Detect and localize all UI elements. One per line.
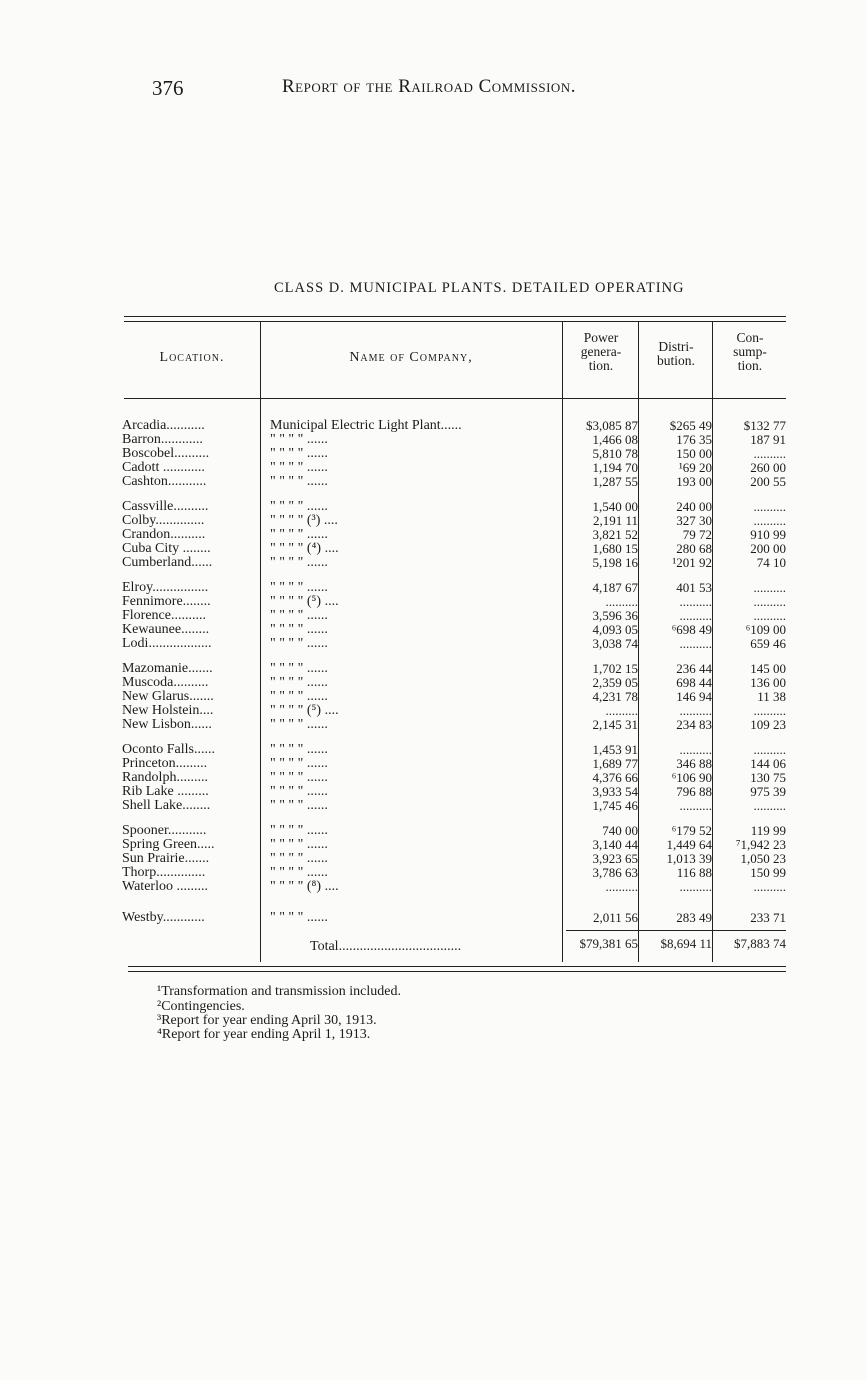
row-distribution: 240 00	[676, 499, 712, 514]
row-company: " " " " (⁵) ....	[270, 703, 339, 718]
row-distribution: 79 72	[682, 527, 712, 542]
row-location: Muscoda..........	[122, 675, 209, 690]
row-distribution: 280 68	[676, 541, 712, 556]
row-company: " " " " ......	[270, 798, 328, 813]
row-distribution: ⁶106 90	[671, 770, 712, 785]
row-location: Crandon..........	[122, 527, 206, 542]
header-consumption-line: sump-	[733, 344, 767, 359]
header-power-line: Power	[583, 330, 619, 345]
row-power-generation: ..........	[605, 594, 638, 609]
row-power-generation: 2,145 31	[592, 717, 638, 732]
row-location: Cumberland......	[122, 555, 213, 570]
row-consumption: ..........	[753, 798, 786, 813]
row-consumption: 11 38	[757, 689, 786, 704]
row-power-generation: 3,786 63	[592, 865, 638, 880]
row-power-generation: 4,376 66	[592, 770, 638, 785]
row-distribution: ⁶179 52	[671, 823, 712, 838]
row-distribution: ..........	[679, 636, 712, 651]
row-consumption: 187 91	[750, 432, 786, 447]
row-company: " " " " ......	[270, 717, 328, 732]
header-rule	[124, 398, 786, 399]
running-head-text: Report of the Railroad Commission.	[282, 76, 576, 97]
row-power-generation: 4,187 67	[592, 580, 638, 595]
row-location: Kewaunee........	[122, 622, 210, 637]
row-company: " " " " ......	[270, 742, 328, 757]
row-company: Municipal Electric Light Plant......	[270, 418, 462, 433]
row-location: Thorp..............	[122, 865, 206, 880]
row-company: " " " " ......	[270, 756, 328, 771]
row-power-generation: ..........	[605, 879, 638, 894]
row-power-generation: 2,359 05	[592, 675, 638, 690]
row-location: Barron............	[122, 432, 203, 447]
column-divider-location	[260, 322, 261, 962]
row-power-generation: 3,923 65	[592, 851, 638, 866]
row-company: " " " " ......	[270, 555, 328, 570]
page-number: 376	[152, 76, 184, 100]
row-power-generation: 1,689 77	[592, 756, 638, 771]
row-consumption: 145 00	[750, 661, 786, 676]
row-company: " " " " ......	[270, 608, 328, 623]
row-consumption: 910 99	[750, 527, 786, 542]
row-location: Fennimore........	[122, 594, 211, 609]
footnote: ³Report for year ending April 30, 1913.	[157, 1013, 377, 1028]
row-distribution: ¹201 92	[672, 555, 712, 570]
row-power-generation: 4,231 78	[592, 689, 638, 704]
row-distribution: 698 44	[676, 675, 712, 690]
row-company: " " " " ......	[270, 689, 328, 704]
row-power-generation: 1,745 46	[592, 798, 638, 813]
row-distribution: 236 44	[676, 661, 712, 676]
row-company: " " " " ......	[270, 636, 328, 651]
row-power-generation: 3,933 54	[592, 784, 638, 799]
row-consumption: ..........	[753, 580, 786, 595]
row-consumption: 144 06	[750, 756, 786, 771]
total-rule	[566, 930, 786, 931]
row-location: Oconto Falls......	[122, 742, 215, 757]
header-power-line: genera-	[580, 344, 622, 359]
row-company: " " " " ......	[270, 661, 328, 676]
row-location: New Glarus.......	[122, 689, 214, 704]
row-consumption: ..........	[753, 499, 786, 514]
column-divider-distribution	[712, 322, 713, 962]
row-power-generation: 2,191 11	[592, 513, 638, 528]
footnote: ⁴Report for year ending April 1, 1913.	[157, 1027, 371, 1042]
row-distribution: $265 49	[669, 418, 712, 433]
row-location: Boscobel..........	[122, 446, 210, 461]
row-distribution: 146 94	[676, 689, 712, 704]
row-power-generation: 4,093 05	[592, 622, 638, 637]
row-company: " " " " ......	[270, 432, 328, 447]
row-distribution: 116 88	[676, 865, 712, 880]
row-company: " " " " ......	[270, 474, 328, 489]
total-power: $79,381 65	[579, 936, 638, 951]
row-company: " " " " (⁸) ....	[270, 879, 339, 894]
row-distribution: 234 83	[676, 717, 712, 732]
row-consumption: $132 77	[743, 418, 786, 433]
row-location: Florence..........	[122, 608, 206, 623]
row-distribution: 1,013 39	[666, 851, 712, 866]
column-divider-company	[562, 322, 563, 962]
row-consumption: 109 23	[750, 717, 786, 732]
row-location: Sun Prairie.......	[122, 851, 210, 866]
row-consumption: 975 39	[750, 784, 786, 799]
total-consumption: $7,883 74	[734, 936, 786, 951]
row-company: " " " " (³) ....	[270, 513, 338, 528]
row-location: Randolph.........	[122, 770, 208, 785]
row-power-generation: 1,194 70	[592, 460, 638, 475]
row-consumption: 200 55	[750, 474, 786, 489]
row-consumption: ..........	[753, 513, 786, 528]
header-consumption-line: Con-	[736, 330, 764, 345]
row-distribution: 401 53	[676, 580, 712, 595]
row-distribution: 150 00	[676, 446, 712, 461]
row-company: " " " " ......	[270, 675, 328, 690]
table-caption: CLASS D. MUNICIPAL PLANTS. DETAILED OPERATING	[274, 280, 685, 296]
row-distribution: ¹69 20	[678, 460, 712, 475]
row-power-generation: 5,810 78	[592, 446, 638, 461]
top-rule	[124, 316, 786, 317]
header-distribution-line: Distri-	[658, 339, 694, 354]
row-company: " " " " ......	[270, 460, 328, 475]
row-consumption: 136 00	[750, 675, 786, 690]
row-power-generation: ..........	[605, 703, 638, 718]
row-company: " " " " ......	[270, 527, 328, 542]
row-company: " " " " (⁴) ....	[270, 541, 339, 556]
row-distribution: ..........	[679, 742, 712, 757]
running-head	[282, 76, 576, 98]
row-consumption: ..........	[753, 703, 786, 718]
row-consumption: ⁷1,942 23	[735, 837, 786, 852]
total-label: Total...................................	[310, 939, 462, 954]
row-company: " " " " ......	[270, 446, 328, 461]
row-power-generation: 2,011 56	[592, 910, 638, 925]
header-power-generation	[564, 331, 638, 373]
row-consumption: ..........	[753, 446, 786, 461]
row-consumption: 233 71	[750, 910, 786, 925]
row-location: Spooner...........	[122, 823, 207, 838]
row-distribution: ..........	[679, 703, 712, 718]
row-company: " " " " ......	[270, 770, 328, 785]
bottom-rule-double	[128, 971, 786, 972]
row-company: " " " " ......	[270, 784, 328, 799]
row-location: Rib Lake .........	[122, 784, 209, 799]
row-consumption: ..........	[753, 879, 786, 894]
row-consumption: ..........	[753, 742, 786, 757]
row-company: " " " " ......	[270, 910, 328, 925]
row-distribution: 346 88	[676, 756, 712, 771]
row-consumption: 260 00	[750, 460, 786, 475]
header-distribution	[640, 340, 712, 368]
row-location: Princeton.........	[122, 756, 208, 771]
row-company: " " " " ......	[270, 499, 328, 514]
header-consumption-line: tion.	[737, 358, 763, 373]
row-location: Elroy................	[122, 580, 209, 595]
header-company: Name of Company,	[349, 350, 473, 365]
row-power-generation: 3,140 44	[592, 837, 638, 852]
row-location: Spring Green.....	[122, 837, 215, 852]
column-divider-power	[638, 322, 639, 962]
row-power-generation: 1,287 55	[592, 474, 638, 489]
row-company: " " " " (⁵) ....	[270, 594, 339, 609]
row-power-generation: 3,821 52	[592, 527, 638, 542]
row-distribution: ..........	[679, 798, 712, 813]
top-rule-double	[124, 321, 786, 322]
row-power-generation: $3,085 87	[586, 418, 638, 433]
total-distribution: $8,694 11	[660, 936, 712, 951]
row-power-generation: 3,596 36	[592, 608, 638, 623]
row-consumption: 130 75	[750, 770, 786, 785]
header-distribution-line: bution.	[657, 353, 695, 368]
row-consumption: 659 46	[750, 636, 786, 651]
row-location: Mazomanie.......	[122, 661, 213, 676]
row-company: " " " " ......	[270, 823, 328, 838]
row-location: Cassville..........	[122, 499, 209, 514]
row-distribution: ..........	[679, 594, 712, 609]
row-location: Cadott ............	[122, 460, 205, 475]
row-power-generation: 5,198 16	[592, 555, 638, 570]
row-power-generation: 1,680 15	[592, 541, 638, 556]
row-consumption: ..........	[753, 594, 786, 609]
row-consumption: 74 10	[756, 555, 786, 570]
header-location: Location.	[159, 350, 225, 365]
row-consumption: 119 99	[750, 823, 786, 838]
row-distribution: ..........	[679, 879, 712, 894]
row-power-generation: 1,466 08	[592, 432, 638, 447]
row-consumption: ⁶109 00	[745, 622, 786, 637]
row-power-generation: 1,702 15	[592, 661, 638, 676]
header-power-line: tion.	[588, 358, 614, 373]
row-company: " " " " ......	[270, 622, 328, 637]
row-company: " " " " ......	[270, 837, 328, 852]
row-location: Colby..............	[122, 513, 205, 528]
row-location: New Holstein....	[122, 703, 214, 718]
footnote: ²Contingencies.	[157, 999, 245, 1014]
row-distribution: 796 88	[676, 784, 712, 799]
row-consumption: 1,050 23	[740, 851, 786, 866]
row-company: " " " " ......	[270, 851, 328, 866]
row-consumption: ..........	[753, 608, 786, 623]
row-consumption: 150 99	[750, 865, 786, 880]
row-location: Cuba City ........	[122, 541, 211, 556]
row-distribution: 327 30	[676, 513, 712, 528]
row-power-generation: 3,038 74	[592, 636, 638, 651]
row-location: Shell Lake........	[122, 798, 211, 813]
row-power-generation: 1,540 00	[592, 499, 638, 514]
row-location: Waterloo .........	[122, 879, 208, 894]
row-distribution: 1,449 64	[666, 837, 712, 852]
row-distribution: 283 49	[676, 910, 712, 925]
bottom-rule	[128, 966, 786, 967]
footnote: ¹Transformation and transmission included.	[157, 984, 401, 999]
row-company: " " " " ......	[270, 580, 328, 595]
row-location: Arcadia...........	[122, 418, 205, 433]
row-power-generation: 740 00	[602, 823, 638, 838]
row-distribution: ..........	[679, 608, 712, 623]
row-power-generation: 1,453 91	[592, 742, 638, 757]
row-distribution: ⁶698 49	[671, 622, 712, 637]
header-consumption	[714, 331, 786, 373]
row-company: " " " " ......	[270, 865, 328, 880]
row-location: Lodi..................	[122, 636, 212, 651]
row-location: New Lisbon......	[122, 717, 212, 732]
row-location: Cashton...........	[122, 474, 207, 489]
row-consumption: 200 00	[750, 541, 786, 556]
row-distribution: 176 35	[676, 432, 712, 447]
row-location: Westby............	[122, 910, 205, 925]
row-distribution: 193 00	[676, 474, 712, 489]
